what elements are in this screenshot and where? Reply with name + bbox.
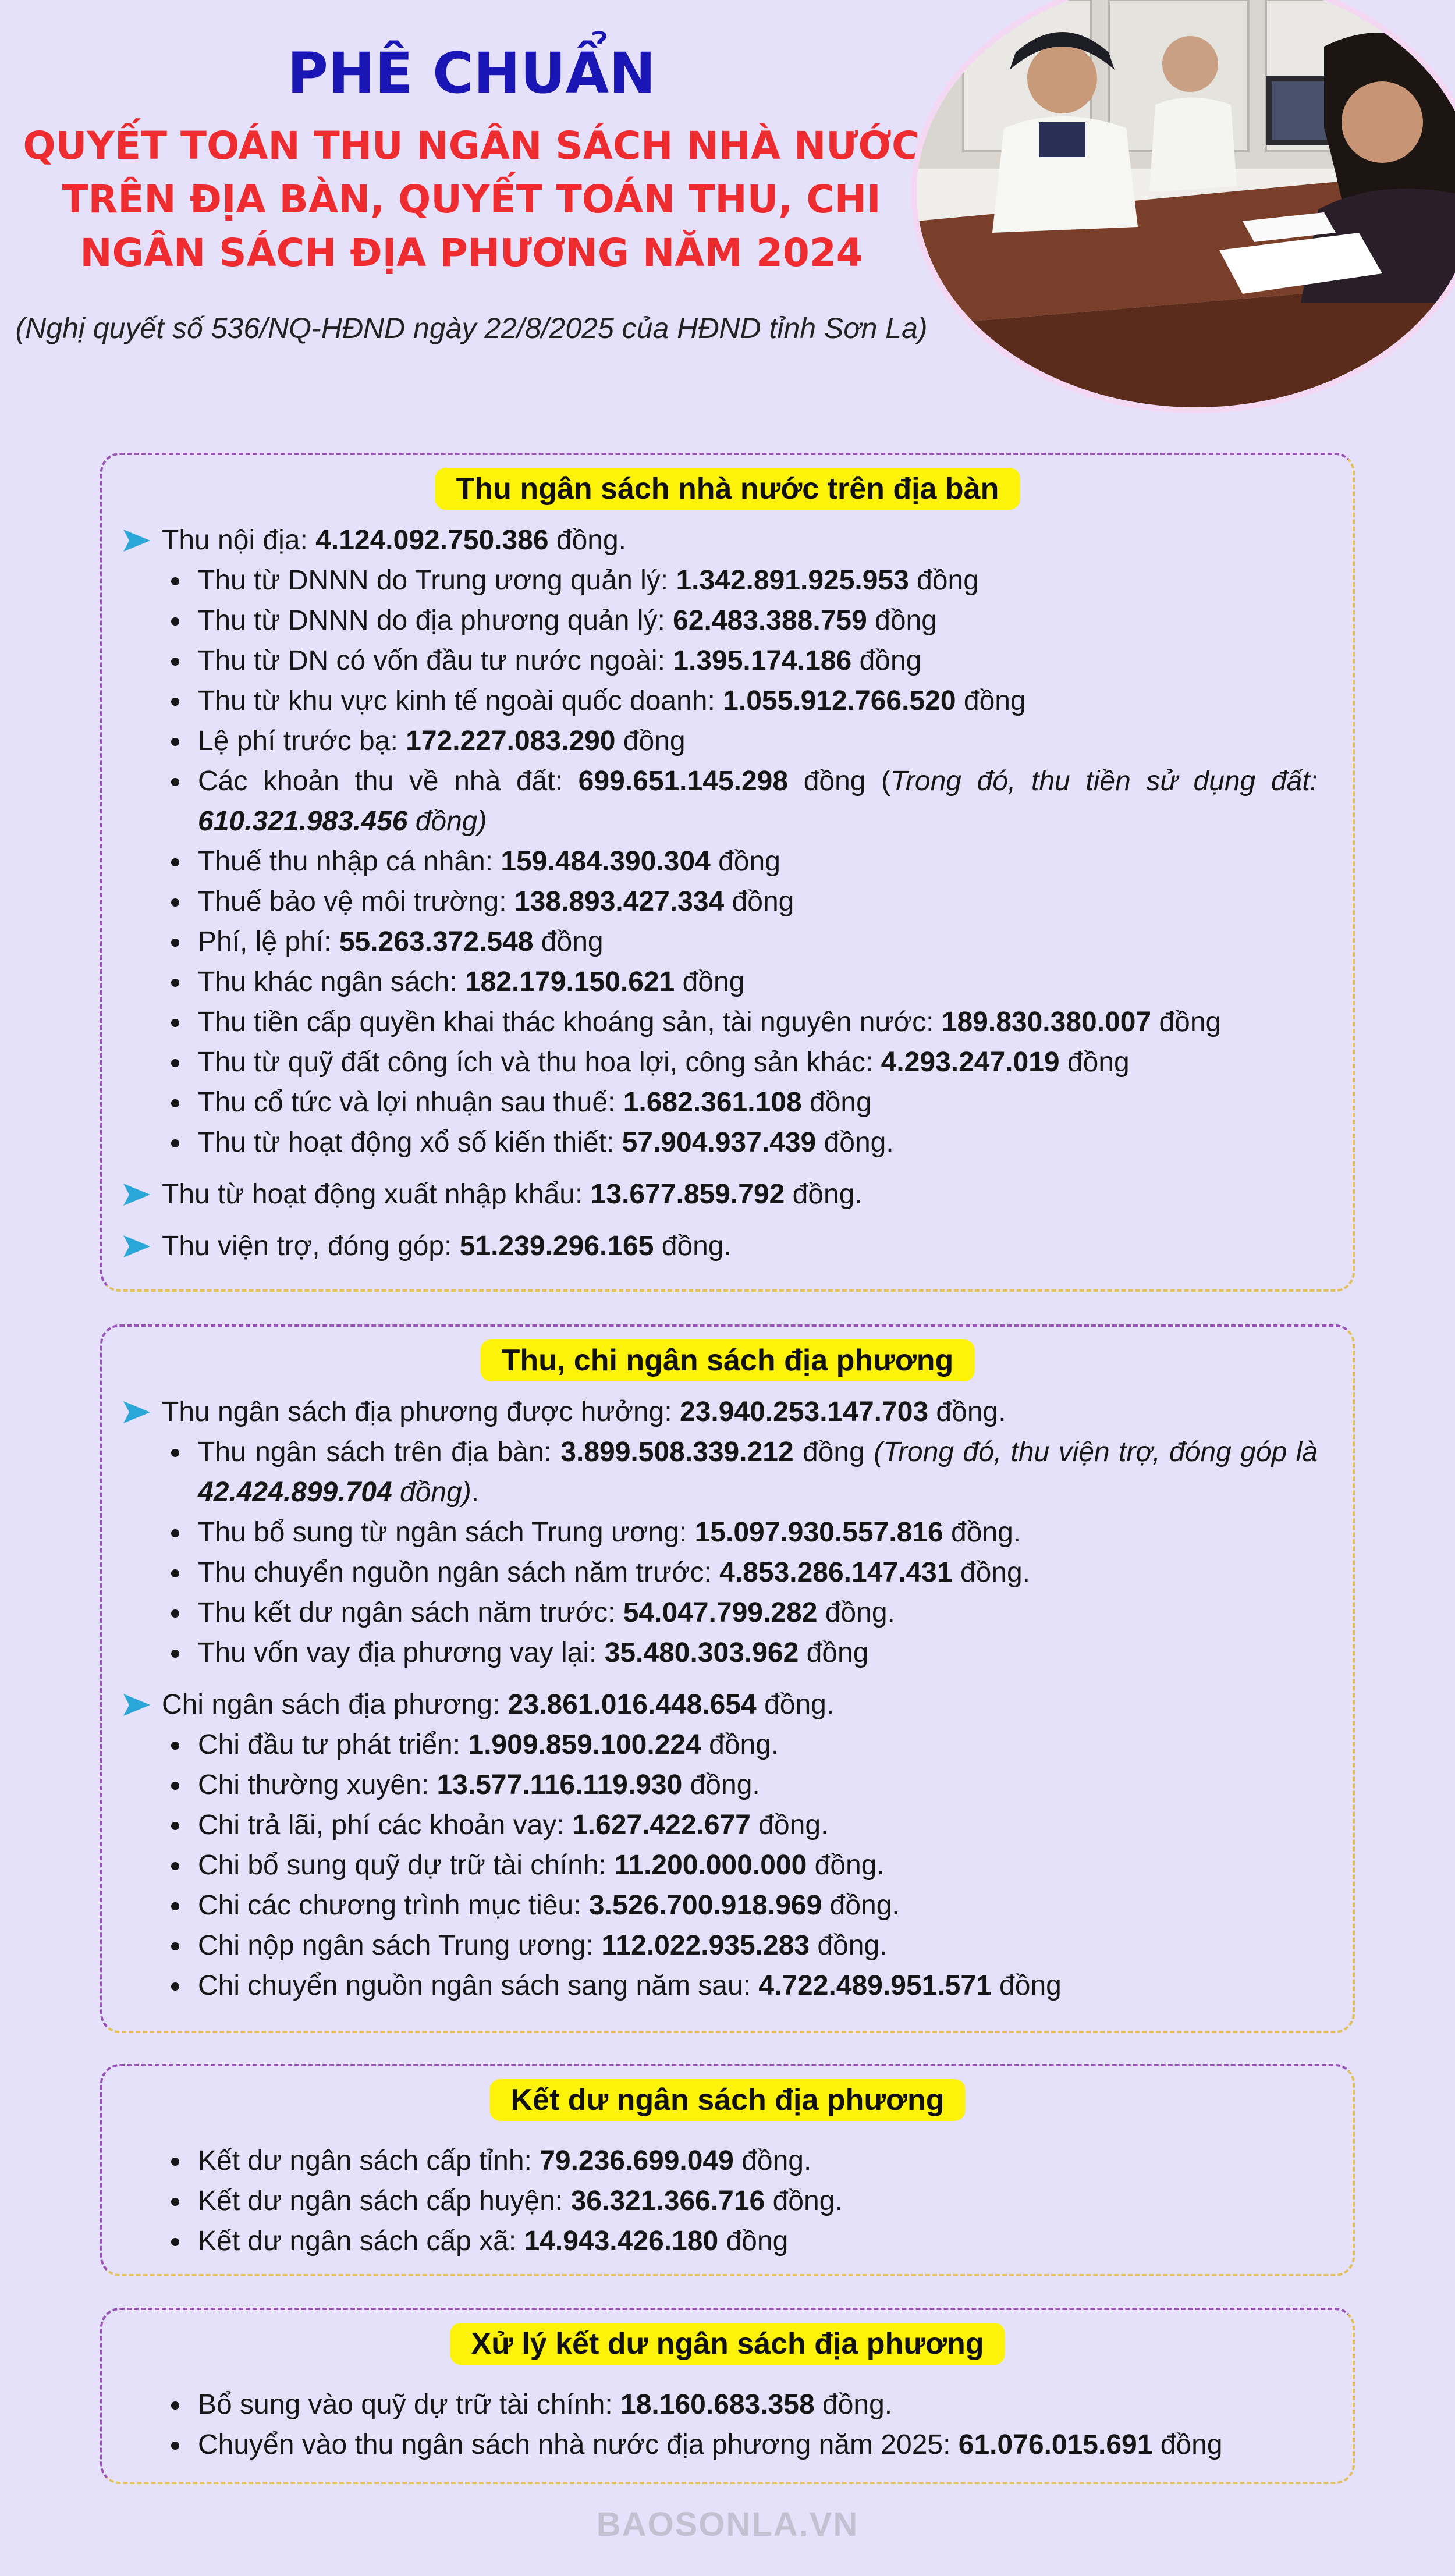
list-item: Lệ phí trước bạ: 172.227.083.290 đồng [102, 721, 1353, 761]
subtitle-line-3: NGÂN SÁCH ĐỊA PHƯƠNG NĂM 2024 [80, 230, 863, 275]
list-item: Thu vốn vay địa phương vay lại: 35.480.303.962 đồng [102, 1633, 1353, 1673]
header-photo [917, 0, 1455, 407]
list-item: Chi nộp ngân sách Trung ương: 112.022.935.283 đồng. [102, 1925, 1353, 1966]
list-item: Thu từ hoạt động xổ số kiến thiết: 57.904.937.439 đồng. [102, 1122, 1353, 1163]
header [0, 0, 943, 384]
arrow-icon [123, 1184, 150, 1206]
list-item: Thuế thu nhập cá nhân: 159.484.390.304 đồng [102, 841, 1353, 882]
list-item: Chi đầu tư phát triển: 1.909.859.100.224 đồng. [102, 1725, 1353, 1765]
arrow-icon [123, 530, 150, 552]
domestic-revenue: Thu nội địa: 4.124.092.750.386 đồng. [102, 520, 1353, 560]
subtitle-line-2: TRÊN ĐỊA BÀN, QUYẾT TOÁN THU, CHI [62, 177, 881, 222]
list-item: Phí, lệ phí: 55.263.372.548 đồng [102, 922, 1353, 962]
import-export-revenue: Thu từ hoạt động xuất nhập khẩu: 13.677.859.792 đồng. [102, 1174, 1353, 1214]
arrow-icon [123, 1401, 150, 1423]
local-expenditure: Chi ngân sách địa phương: 23.861.016.448.654 đồng. [102, 1685, 1353, 1725]
panel-content [102, 2141, 1353, 2261]
panel-title: Xử lý kết dư ngân sách địa phương [450, 2323, 1005, 2365]
list-item: Chi bổ sung quỹ dự trữ tài chính: 11.200.000.000 đồng. [102, 1845, 1353, 1885]
list-item: Thu từ DNNN do địa phương quản lý: 62.483.388.759 đồng [102, 601, 1353, 641]
list-item: Thu từ DN có vốn đầu tư nước ngoài: 1.395.174.186 đồng [102, 641, 1353, 681]
list-item: Chi trả lãi, phí các khoản vay: 1.627.422.677 đồng. [102, 1805, 1353, 1845]
list-item: Thu chuyển nguồn ngân sách năm trước: 4.853.286.147.431 đồng. [102, 1552, 1353, 1593]
panel-state-budget-revenue [100, 453, 1355, 1292]
list-item: Kết dư ngân sách cấp huyện: 36.321.366.716 đồng. [102, 2181, 1353, 2221]
list-item: Thu tiền cấp quyền khai thác khoáng sản, tài nguyên nước: 189.830.380.007 đồng [102, 1002, 1353, 1042]
list-item: Chuyển vào thu ngân sách nhà nước địa phương năm 2025: 61.076.015.691 đồng [102, 2425, 1353, 2465]
list-item: Thu cổ tức và lợi nhuận sau thuế: 1.682.361.108 đồng [102, 1082, 1353, 1122]
aid-revenue: Thu viện trợ, đóng góp: 51.239.296.165 đồng. [102, 1226, 1353, 1266]
page-subtitle [0, 119, 943, 280]
panel-content [102, 2385, 1353, 2465]
panel-local-surplus [100, 2064, 1355, 2276]
panel-title: Thu ngân sách nhà nước trên địa bàn [435, 468, 1020, 510]
local-revenue: Thu ngân sách địa phương được hưởng: 23.940.253.147.703 đồng. [102, 1392, 1353, 1432]
panel-local-budget [100, 1324, 1355, 2033]
list-item: Thu bổ sung từ ngân sách Trung ương: 15.097.930.557.816 đồng. [102, 1512, 1353, 1552]
watermark: BAOSONLA.VN [596, 2506, 859, 2543]
list-item: Thu ngân sách trên địa bàn: 3.899.508.339.212 đồng (Trong đó, thu viện trợ, đóng góp là 42.424.899.704 đồng). [102, 1432, 1353, 1512]
arrow-icon [123, 1694, 150, 1716]
list-item: Thu từ DNNN do Trung ương quản lý: 1.342.891.925.953 đồng [102, 560, 1353, 601]
panel-content [102, 520, 1353, 1266]
list-item: Thu từ quỹ đất công ích và thu hoa lợi, công sản khác: 4.293.247.019 đồng [102, 1042, 1353, 1082]
subtitle-line-1: QUYẾT TOÁN THU NGÂN SÁCH NHÀ NƯỚC [23, 123, 920, 168]
panel-surplus-handling [100, 2308, 1355, 2484]
list-item: Chi các chương trình mục tiêu: 3.526.700.918.969 đồng. [102, 1885, 1353, 1925]
list-item: Các khoản thu về nhà đất: 699.651.145.298 đồng (Trong đó, thu tiền sử dụng đất: 610.321.983.456 đồng) [102, 761, 1353, 841]
panel-title: Kết dư ngân sách địa phương [490, 2079, 966, 2121]
list-item: Thu từ khu vực kinh tế ngoài quốc doanh: 1.055.912.766.520 đồng [102, 681, 1353, 721]
list-item: Chi thường xuyên: 13.577.116.119.930 đồng. [102, 1765, 1353, 1805]
list-item: Kết dư ngân sách cấp xã: 14.943.426.180 đồng [102, 2221, 1353, 2261]
panel-content [102, 1392, 1353, 2006]
list-item: Kết dư ngân sách cấp tỉnh: 79.236.699.049 đồng. [102, 2141, 1353, 2181]
page-title: PHÊ CHUẨN [287, 41, 656, 106]
list-item: Chi chuyển nguồn ngân sách sang năm sau: 4.722.489.951.571 đồng [102, 1966, 1353, 2006]
list-item: Thuế bảo vệ môi trường: 138.893.427.334 đồng [102, 882, 1353, 922]
list-item: Thu kết dư ngân sách năm trước: 54.047.799.282 đồng. [102, 1593, 1353, 1633]
resolution-reference: (Nghị quyết số 536/NQ-HĐND ngày 22/8/2025 của HĐND tỉnh Sơn La) [15, 312, 928, 344]
arrow-icon [123, 1235, 150, 1257]
list-item: Bổ sung vào quỹ dự trữ tài chính: 18.160.683.358 đồng. [102, 2385, 1353, 2425]
list-item: Thu khác ngân sách: 182.179.150.621 đồng [102, 962, 1353, 1002]
panel-title: Thu, chi ngân sách địa phương [481, 1339, 975, 1381]
